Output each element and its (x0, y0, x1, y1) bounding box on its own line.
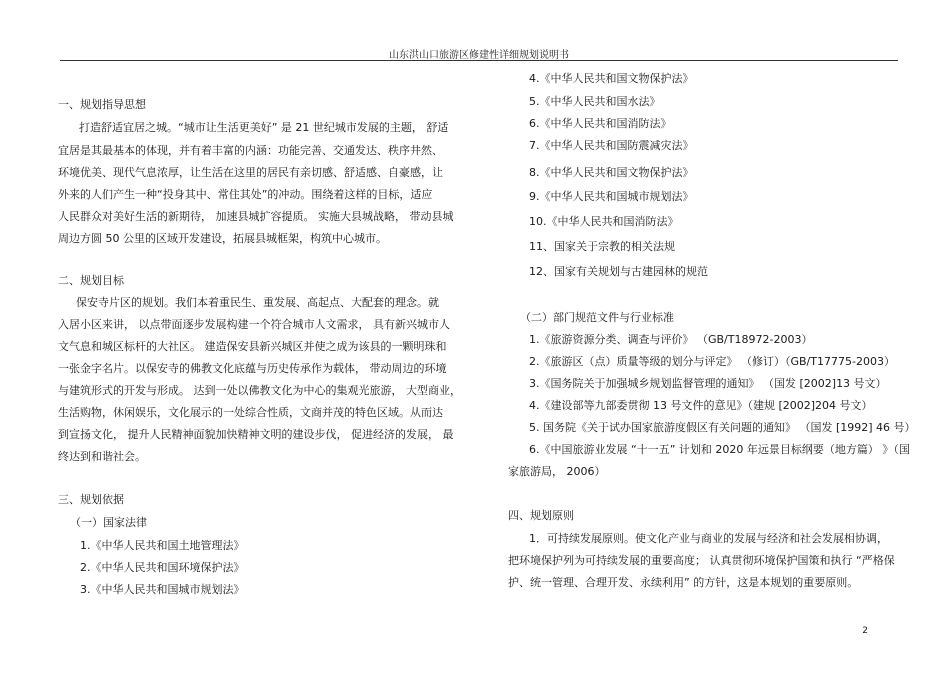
list-item: 5.《中华人民共和国水法》 (529, 95, 661, 108)
section-heading: 三、规划依据 (58, 493, 124, 506)
list-item: 7.《中华人民共和国防震减灾法》 (529, 139, 694, 152)
paragraph-line: 宜居是其最基本的体现，并有着丰富的内涵：功能完善、交通发达、秩序井然、 (58, 144, 443, 157)
list-item: 5. 国务院《关于试办国家旅游度假区有关问题的通知》 （国发 [1992] 46 号） (529, 421, 916, 434)
page-number: 2 (862, 626, 868, 636)
paragraph-line: 周边方圆 50 公里的区域开发建设，拓展县城框架，构筑中心城市。 (58, 232, 387, 245)
section-heading: 四、规划原则 (508, 509, 574, 522)
list-item: 6.《中国旅游业发展 “十一五” 计划和 2020 年远景目标纲要（地方篇） 》（国 (529, 443, 910, 456)
paragraph-line: 入居小区来讲， 以点带面逐步发展构建一个符合城市人文需求， 具有新兴城市人 (58, 318, 450, 331)
page-header: 山东洪山口旅游区修建性详细规划说明书 (389, 50, 569, 61)
paragraph-line: 护、统一管理、合理开发、永续利用” 的方针，这是本规划的重要原则。 (508, 576, 859, 589)
list-item: 11、国家关于宗教的相关法规 (529, 240, 675, 253)
list-item: 8.《中华人民共和国文物保护法》 (529, 166, 694, 179)
section-heading: 一、规划指导思想 (58, 98, 146, 111)
paragraph-line: 1．可持续发展原则。使文化产业与商业的发展与经济和社会发展相协调， (529, 532, 888, 545)
paragraph-line: 终达到和谐社会。 (58, 450, 146, 463)
list-item: 4.《建设部等九部委贯彻 13 号文件的意见》（建规 [2002]204 号文） (529, 399, 873, 412)
list-item-continuation: 家旅游局， 2006） (508, 465, 606, 478)
paragraph-line: 环境优美、现代气息浓厚，让生活在这里的居民有亲切感、舒适感、自豪感，让 (58, 166, 443, 179)
list-item: 12、国家有关规划与古建园林的规范 (529, 265, 708, 278)
subsection-heading: （二）部门规范文件与行业标准 (520, 311, 674, 324)
paragraph-line: 保安寺片区的规划。我们本着重民生、重发展、高起点、大配套的理念。就 (76, 296, 439, 309)
paragraph-line: 生活购物，休闲娱乐，文化展示的一处综合性质，文商并茂的特色区域。从而达 (58, 406, 443, 419)
list-item: 2.《中华人民共和国环境保护法》 (80, 561, 245, 574)
list-item: 10.《中华人民共和国消防法》 (529, 215, 679, 228)
header-divider (60, 60, 898, 61)
paragraph-line: 到宣扬文化， 提升人民精神面貌加快精神文明的建设步伐， 促进经济的发展， 最 (58, 428, 454, 441)
section-heading: 二、规划目标 (58, 274, 124, 287)
paragraph-line: 打造舒适宜居之城。“城市让生活更美好” 是 21 世纪城市发展的主题， 舒适 (79, 121, 449, 134)
paragraph-line: 一张金字名片。以保安寺的佛教文化底蕴与历史传承作为载体， 带动周边的环境 (58, 362, 447, 375)
paragraph-line: 外来的人们产生一种“投身其中、常住其处”的冲动。围绕着这样的目标，适应 (58, 188, 433, 201)
paragraph-line: 文气息和城区标杆的大社区。 建造保安县新兴城区并使之成为该县的一颗明珠和 (58, 340, 447, 353)
list-item: 1.《中华人民共和国土地管理法》 (80, 539, 245, 552)
paragraph-line: 与建筑形式的开发与形成。 达到一处以佛教文化为中心的集观光旅游， 大型商业， (58, 384, 461, 397)
list-item: 1.《旅游资源分类、调查与评价》 （GB/T18972-2003） (529, 333, 813, 346)
paragraph-line: 人民群众对美好生活的新期待， 加速县城扩容提质。 实施大县城战略， 带动县城 (58, 210, 454, 223)
paragraph-line: 把环境保护列为可持续发展的重要高度； 认真贯彻环境保护国策和执行 “严格保 (508, 554, 895, 567)
list-item: 3.《国务院关于加强城乡规划监督管理的通知》 （国发 [2002]13 号文） (529, 377, 887, 390)
list-item: 6.《中华人民共和国消防法》 (529, 117, 672, 130)
subsection-heading: （一）国家法律 (70, 516, 147, 529)
list-item: 3.《中华人民共和国城市规划法》 (80, 583, 245, 596)
list-item: 9.《中华人民共和国城市规划法》 (529, 190, 694, 203)
list-item: 4.《中华人民共和国文物保护法》 (529, 72, 694, 85)
list-item: 2.《旅游区（点）质量等级的划分与评定》 （修订）（GB/T17775-2003） (529, 355, 895, 368)
